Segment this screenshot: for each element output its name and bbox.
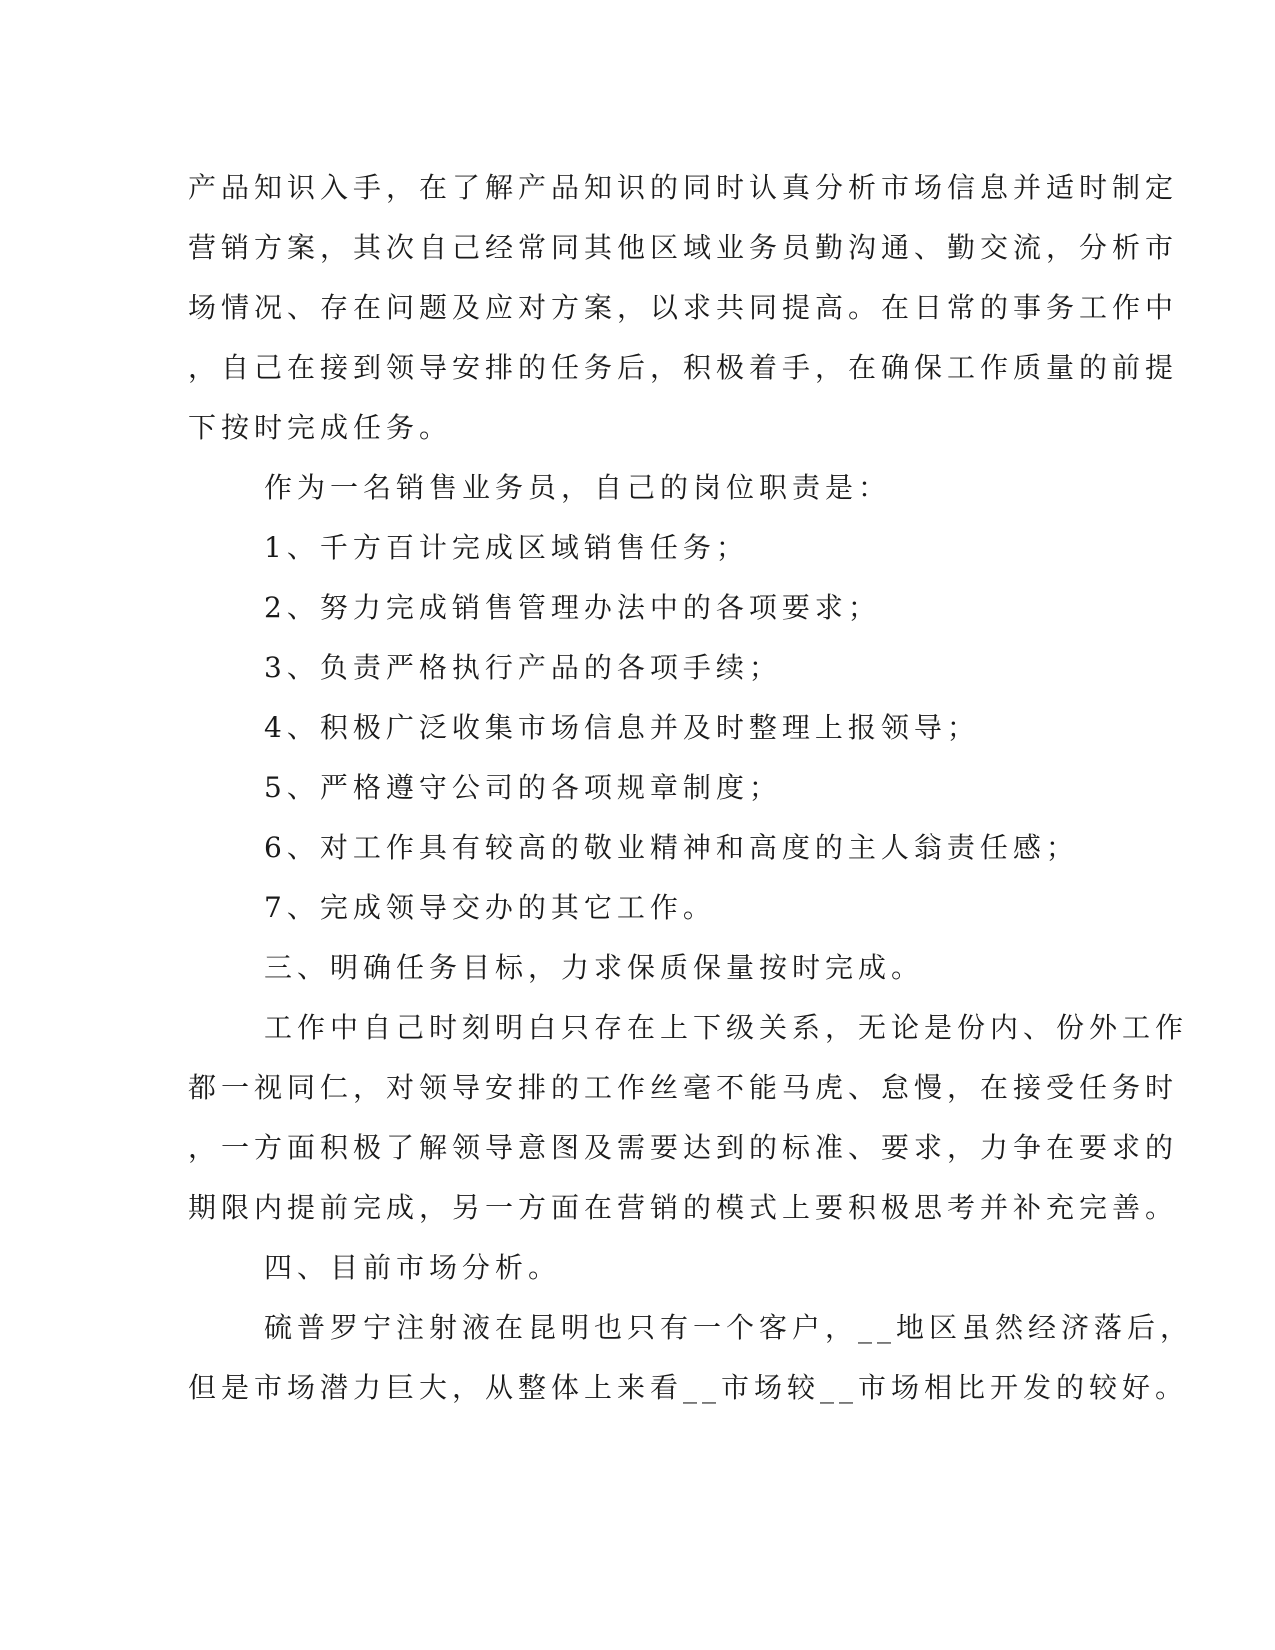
duty-item-3: 3、负责严格执行产品的各项手续；: [264, 651, 782, 684]
text-line: 场情况、存在问题及应对方案，以求共同提高。在日常的事务工作中: [188, 291, 1179, 324]
section-heading-3: 三、明确任务目标，力求保质保量按时完成。: [264, 951, 925, 984]
body-text: [188, 158, 1194, 1418]
paragraph-intro-duties: 作为一名销售业务员，自己的岗位职责是：: [264, 471, 892, 504]
duty-item-5: 5、严格遵守公司的各项规章制度；: [264, 771, 782, 804]
text-line: 但是市场潜力巨大，从整体上来看__市场较__市场相比开发的较好。: [188, 1371, 1189, 1404]
text-line: 产品知识入手，在了解产品知识的同时认真分析市场信息并适时制定: [188, 171, 1179, 204]
text-line: ，一方面积极了解领导意图及需要达到的标准、要求，力争在要求的: [188, 1131, 1179, 1164]
text-line: 营销方案，其次自己经常同其他区域业务员勤沟通、勤交流，分析市: [188, 231, 1179, 264]
text-line: 下按时完成任务。: [188, 411, 453, 444]
section-heading-4: 四、目前市场分析。: [264, 1251, 562, 1284]
duty-item-6: 6、对工作具有较高的敬业精神和高度的主人翁责任感；: [264, 831, 1079, 864]
text-line: 都一视同仁，对领导安排的工作丝毫不能马虎、怠慢，在接受任务时: [188, 1071, 1179, 1104]
text-line: 期限内提前完成，另一方面在营销的模式上要积极思考并补充完善。: [188, 1191, 1179, 1224]
text-line: 硫普罗宁注射液在昆明也只有一个客户，__地区虽然经济落后，: [264, 1311, 1194, 1344]
text-line: 工作中自己时刻明白只存在上下级关系，无论是份内、份外工作: [264, 1011, 1189, 1044]
duty-item-2: 2、努力完成销售管理办法中的各项要求；: [264, 591, 881, 624]
duty-item-1: 1、千方百计完成区域销售任务；: [264, 531, 749, 564]
duty-item-7: 7、完成领导交办的其它工作。: [264, 891, 716, 924]
text-line: ，自己在接到领导安排的任务后，积极着手，在确保工作质量的前提: [188, 351, 1179, 384]
duty-item-4: 4、积极广泛收集市场信息并及时整理上报领导；: [264, 711, 980, 744]
